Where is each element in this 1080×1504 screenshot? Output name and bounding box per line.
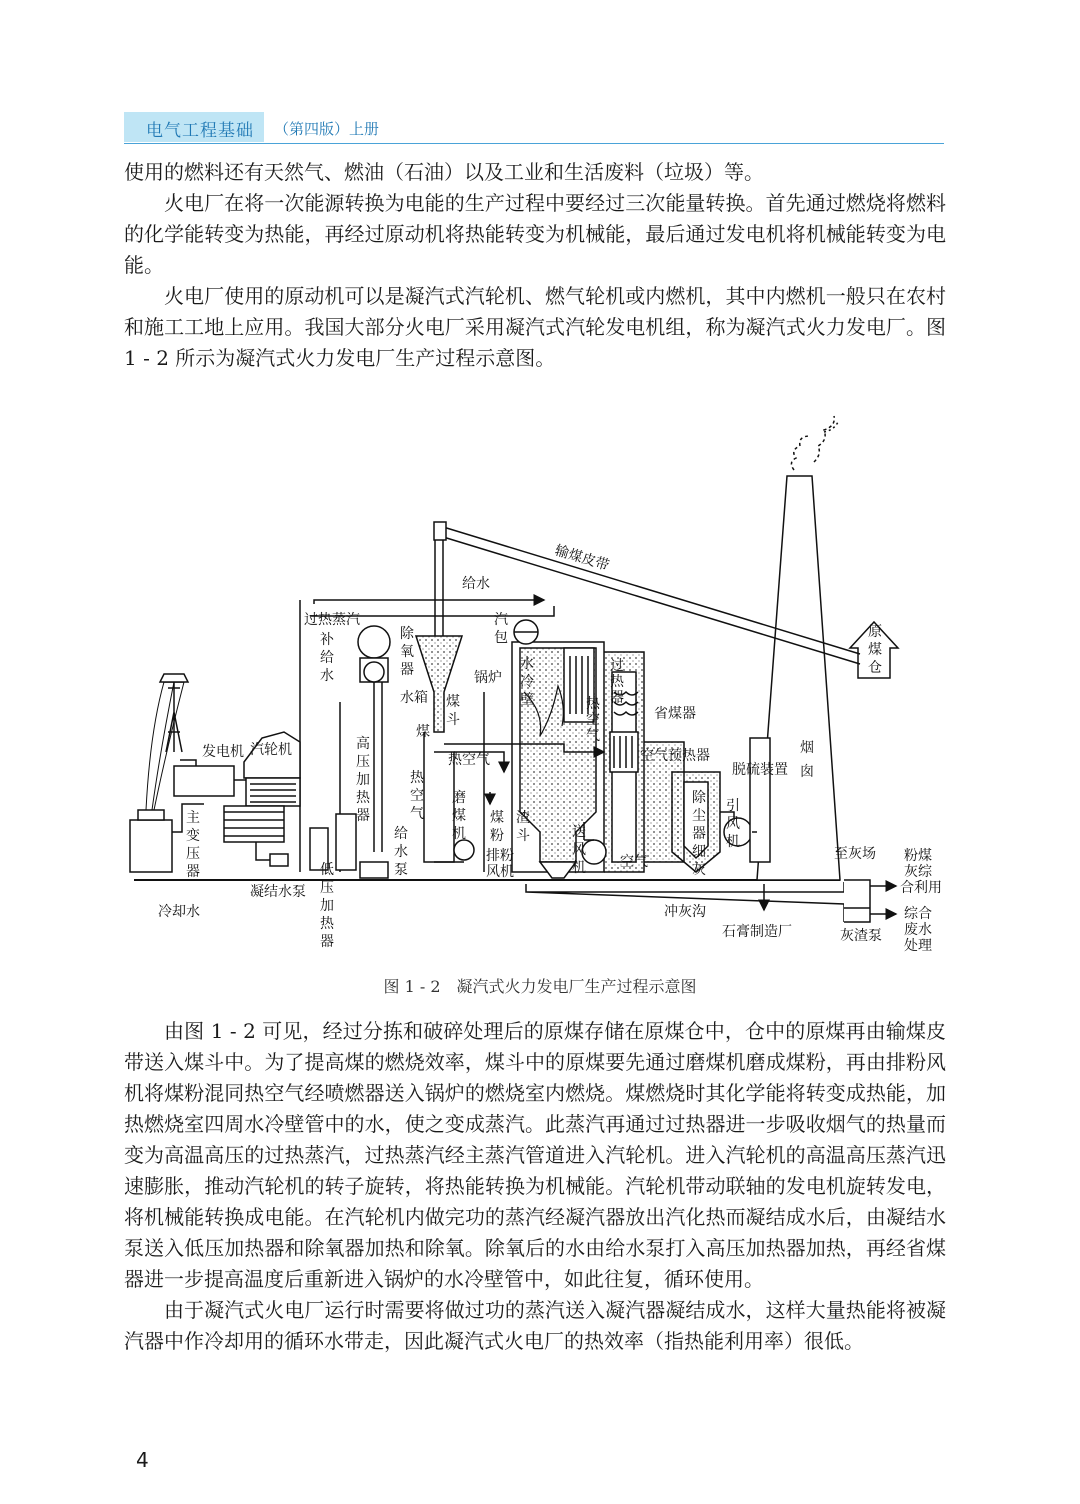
label-hot-air: 空 (586, 712, 600, 728)
label-coal-mill: 煤 (452, 808, 466, 824)
label-gypsum-plant: 石膏制造厂 (722, 924, 792, 940)
label-coal: 煤 (416, 724, 430, 740)
label-exhaust-fan: 风机 (486, 864, 514, 880)
label-superheater: 器 (610, 690, 624, 706)
label-deaerator: 氧 (400, 644, 414, 660)
label-makeup-water: 水 (320, 668, 334, 684)
label-drum: 汽 (494, 612, 508, 628)
label-to-ash-yard: 至灰场 (834, 846, 876, 862)
label-fd-fan: 风 (572, 842, 586, 858)
label-boiler: 锅炉 (474, 670, 502, 686)
generator (174, 766, 234, 796)
label-chimney: 烟 (800, 740, 814, 756)
label-feed-pump: 给 (394, 826, 408, 842)
paragraph: 火电厂在将一次能源转换为电能的生产过程中要经过三次能量转换。首先通过燃烧将燃料的化学能转变为热能，再经过原动机将热能转变为机械能，最后通过发电机将机械能转变为电能。 (124, 191, 946, 277)
paragraph: 由图 1 - 2 可见，经过分拣和破碎处理后的原煤存储在原煤仓中，仓中的原煤再由输煤皮带送入煤斗中。为了提高煤的燃烧效率，煤斗中的原煤要先通过磨煤机磨成煤粉，再由排粉风机将煤粉混同热空气经喷燃器送入锅炉的燃烧室内燃烧。煤燃烧时其化学能将转变成热能，加热燃烧室四周水冷壁管中的水，使之变成蒸汽。此蒸汽再通过过热器进一步吸收烟气的热量而变为高温高压的过热蒸汽，过热蒸汽经主蒸汽管道进入汽轮机。进入汽轮机的高温高压蒸汽迅速膨胀，推动汽轮机的转子旋转，将热能转换为机械能。汽轮机带动联轴的发电机旋转发电，将机械能转换成电能。在汽轮机内做完功的蒸汽经凝汽器放出汽化热而凝结成水后，由凝结水泵送入低压加热器和除氧器加热和除氧。除氧后的水由给水泵打入高压加热器加热，再经省煤器进一步提高温度后重新进入锅炉的水冷壁管中，如此往复，循环使用。 (124, 1019, 946, 1291)
label-transformer: 压 (186, 846, 200, 862)
label-lp-heater: 低 (320, 862, 334, 878)
label-lp-heater: 压 (320, 880, 334, 896)
label-generator: 发电机 (202, 744, 244, 760)
label-hp-heater: 加 (356, 772, 370, 788)
label-hp-heater: 器 (356, 808, 370, 824)
coal-mill (454, 840, 474, 860)
label-raw-coal-bin: 煤 (868, 642, 882, 658)
label-dust-collector: 器 (692, 826, 706, 842)
label-fly-ash: 粉煤 (904, 848, 932, 864)
label-id-fan: 机 (726, 834, 740, 850)
label-slag-pump: 灰渣泵 (840, 928, 882, 944)
label-superheater: 过 (610, 658, 624, 674)
main-transformer (130, 820, 172, 872)
paragraph: 由于凝汽式火电厂运行时需要将做过功的蒸汽送入凝汽器凝结成水，这样大量热能将被凝汽器中作冷却用的循环水带走，因此凝汽式火电厂的热效率（指热能利用率）很低。 (124, 1298, 946, 1353)
label-fd-fan: 送 (572, 824, 586, 840)
label-hot-air: 气 (586, 728, 600, 744)
label-water-wall: 壁 (520, 692, 534, 708)
label-cooling-water: 冷却水 (158, 904, 200, 920)
label-coal-mill: 磨 (452, 790, 466, 806)
label-hot-air: 热 (410, 770, 424, 786)
label-makeup-water: 补 (320, 632, 334, 648)
label-raw-coal-bin: 仓 (868, 660, 882, 676)
label-slag-hopper: 斗 (516, 828, 530, 844)
label-drum: 包 (494, 630, 508, 646)
paragraph: 使用的燃料还有天然气、燃油（石油）以及工业和生活废料（垃圾）等。 (124, 160, 764, 184)
label-conveyor: 输煤皮带 (552, 542, 612, 575)
label-fly-ash: 灰综 (904, 864, 932, 880)
label-transformer: 变 (186, 828, 200, 844)
label-water-wall: 水 (520, 656, 534, 672)
label-hot-air: 气 (410, 806, 424, 822)
label-ash-channel: 冲灰沟 (664, 904, 706, 920)
label-fine-ash: 细 (692, 844, 706, 860)
running-header (124, 112, 944, 142)
feed-pump (360, 862, 388, 878)
label-wastewater: 废水 (904, 922, 932, 938)
label-transformer: 主 (186, 810, 200, 826)
label-dust-collector: 尘 (692, 808, 706, 824)
lp-heater (336, 814, 356, 870)
label-coal-powder: 粉 (490, 828, 504, 844)
label-air-preheater: 空气预热器 (640, 748, 710, 764)
book-title: 电气工程基础 (146, 121, 254, 141)
label-exhaust-fan: 排粉 (486, 848, 514, 864)
label-hot-air: 热 (586, 696, 600, 712)
label-raw-coal-bin: 原 (868, 624, 882, 640)
label-deaerator: 器 (400, 662, 414, 678)
paragraph: 火电厂使用的原动机可以是凝汽式汽轮机、燃气轮机或内燃机，其中内燃机一般只在农村和施工工地上应用。我国大部分火电厂采用凝汽式汽轮发电机组，称为凝汽式火力发电厂。图 1 - 2 所示为凝汽式火力发电厂生产过程示意图。 (124, 284, 946, 370)
label-coal-bunker: 斗 (446, 712, 460, 728)
body-text-bottom (124, 1016, 946, 1357)
label-feed-pump: 泵 (394, 862, 408, 878)
figure-caption: 图 1 - 2 凝汽式火力发电厂生产过程示意图 (383, 977, 697, 996)
label-deaerator: 除 (400, 626, 414, 642)
label-lp-heater: 器 (320, 934, 334, 950)
label-id-fan: 引 (726, 798, 740, 814)
desulfurization (750, 738, 770, 862)
label-superheated-steam: 过热蒸汽 (304, 612, 360, 628)
label-hot-air: 空 (410, 788, 424, 804)
label-hp-heater: 压 (356, 754, 370, 770)
label-coal-mill: 机 (452, 826, 466, 842)
label-feedwater: 给水 (462, 576, 490, 592)
label-hp-heater: 高 (356, 736, 370, 752)
label-transformer: 器 (186, 864, 200, 880)
label-feed-pump: 水 (394, 844, 408, 860)
label-fine-ash: 灰 (692, 862, 706, 878)
smoke (791, 436, 810, 470)
label-slag-hopper: 渣 (516, 810, 530, 826)
book-edition: （第四版）上册 (274, 120, 380, 138)
header-rule (124, 143, 944, 144)
label-dust-collector: 除 (692, 790, 706, 806)
label-water-wall: 冷 (520, 674, 534, 690)
label-wastewater: 综合 (904, 906, 932, 922)
power-plant-diagram (124, 392, 946, 964)
label-superheater: 热 (610, 674, 624, 690)
label-turbine: 汽轮机 (250, 742, 292, 758)
label-coal-bunker: 煤 (446, 694, 460, 710)
label-chimney: 囱 (800, 764, 814, 780)
label-wastewater: 处理 (904, 938, 932, 954)
label-lp-heater: 加 (320, 898, 334, 914)
label-makeup-water: 给 (320, 650, 334, 666)
label-tank: 水箱 (400, 690, 428, 706)
label-hot-air: 热空气 (448, 752, 490, 768)
label-coal-powder: 煤 (490, 810, 504, 826)
label-condensate-pump: 凝结水泵 (250, 884, 306, 900)
label-hp-heater: 热 (356, 790, 370, 806)
label-lp-heater: 热 (320, 916, 334, 932)
diagram-svg (124, 392, 946, 964)
label-air: 空气 (620, 854, 648, 870)
body-text-top (124, 157, 946, 374)
label-id-fan: 风 (726, 816, 740, 832)
condensate-pump (270, 854, 288, 866)
label-fly-ash: 合利用 (900, 880, 942, 896)
page-number: 4 (136, 1448, 149, 1472)
deaerator (358, 626, 390, 658)
label-desulfurization: 脱硫装置 (732, 762, 788, 778)
label-fd-fan: 机 (572, 860, 586, 876)
slag-hopper (540, 862, 576, 878)
label-economizer: 省煤器 (654, 706, 696, 722)
